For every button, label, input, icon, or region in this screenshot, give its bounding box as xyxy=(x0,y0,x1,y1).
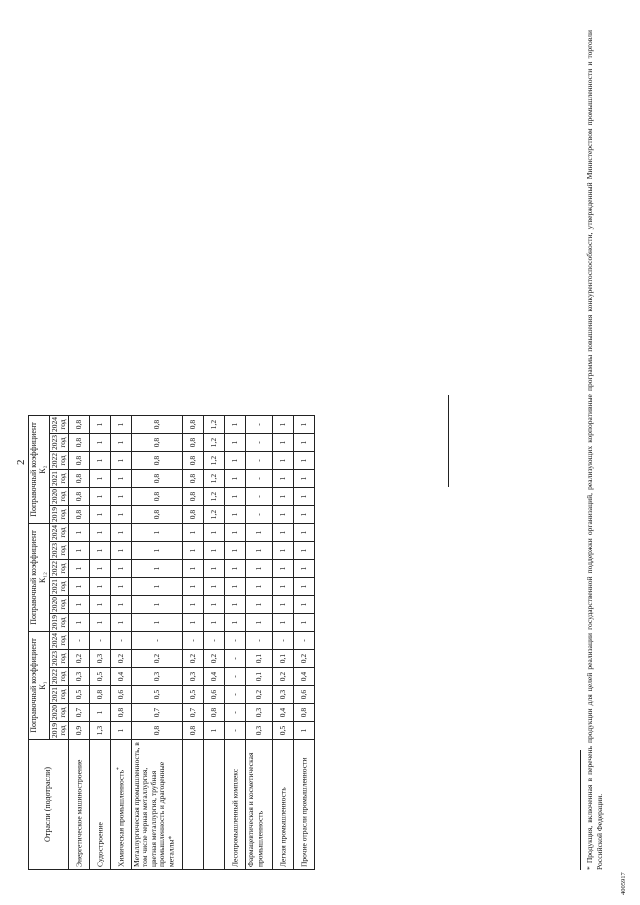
coefficient-cell: 1 xyxy=(183,524,204,542)
coefficient-cell: 1 xyxy=(111,542,132,560)
year-header xyxy=(49,578,69,596)
coefficient-cell: 1 xyxy=(183,578,204,596)
coefficient-cell: 1 xyxy=(225,470,246,488)
year-header xyxy=(49,542,69,560)
coefficient-cell: 1 xyxy=(111,434,132,452)
coefficient-cell: 1 xyxy=(273,578,294,596)
sector-name xyxy=(132,740,183,870)
coefficient-cell: 1 xyxy=(225,416,246,434)
coefficient-cell: 0,8 xyxy=(69,470,90,488)
year-header xyxy=(49,452,69,470)
coefficient-cell: 1 xyxy=(132,524,183,542)
year-value: 2024 xyxy=(49,417,59,432)
coefficient-cell: 1 xyxy=(225,596,246,614)
coefficient-cell: 0,5 xyxy=(273,722,294,740)
coefficient-cell: 1,2 xyxy=(204,416,225,434)
year-value: 2019 xyxy=(49,615,59,630)
coefficient-cell: - xyxy=(225,686,246,704)
year-header xyxy=(49,722,69,740)
coefficient-cell: 0,9 xyxy=(69,722,90,740)
year-suffix: год xyxy=(57,635,67,646)
coefficient-cell: 1 xyxy=(273,470,294,488)
year-header xyxy=(49,650,69,668)
coefficient-cell: 1 xyxy=(204,596,225,614)
coefficient-cell: 1 xyxy=(273,416,294,434)
sector-label: Химическая промышленность xyxy=(116,770,126,867)
sector-name xyxy=(246,740,273,870)
year-header xyxy=(49,686,69,704)
coefficient-cell: 1 xyxy=(90,524,111,542)
coefficient-cell: 0,5 xyxy=(132,686,183,704)
sector-label: Легкая промышленность xyxy=(278,787,288,867)
coefficient-cell: - xyxy=(183,632,204,650)
coefficient-cell: 0,8 xyxy=(69,488,90,506)
year-header xyxy=(49,434,69,452)
coefficient-cell: 0,8 xyxy=(183,506,204,524)
footnote-separator xyxy=(580,750,581,870)
sector-label: Прочие отрасли промышленности xyxy=(299,757,309,867)
year-suffix: год xyxy=(57,689,67,700)
coefficient-cell: 1 xyxy=(111,416,132,434)
coefficient-cell: 1 xyxy=(90,704,111,722)
coefficient-cell: - xyxy=(246,632,273,650)
coefficient-cell: 0,5 xyxy=(69,686,90,704)
coefficient-cell: 1 xyxy=(273,560,294,578)
coefficient-cell: 1 xyxy=(294,506,315,524)
coefficient-cell: 1 xyxy=(294,578,315,596)
coefficient-cell: - xyxy=(132,632,183,650)
coefficient-cell: 1 xyxy=(294,470,315,488)
coefficient-cell: 1 xyxy=(69,614,90,632)
coefficient-cell: 1 xyxy=(111,578,132,596)
year-value: 2019 xyxy=(49,723,59,738)
coefficient-cell: 0,3 xyxy=(246,722,273,740)
table-row xyxy=(132,416,183,870)
coefficient-cell: 1,2 xyxy=(204,470,225,488)
coefficient-cell: 0,7 xyxy=(132,704,183,722)
coefficient-cell: 1 xyxy=(132,560,183,578)
coefficient-cell: 1 xyxy=(90,542,111,560)
coefficient-cell: 1 xyxy=(183,596,204,614)
coefficient-cell: 0,8 xyxy=(132,488,183,506)
sector-column-header: Отрасли (подотрасли) xyxy=(29,740,69,870)
coefficient-cell: 1 xyxy=(246,542,273,560)
table-row xyxy=(69,416,90,870)
coefficient-cell: 0,8 xyxy=(183,416,204,434)
coefficient-cell: 1 xyxy=(90,452,111,470)
year-suffix: год xyxy=(57,599,67,610)
sector-label: Металлургическая промышленность, в том числе черная металлургия, цветная металлургия, трубная промышленность и драгоценные металлы* xyxy=(132,742,176,867)
coefficient-cell: 1 xyxy=(294,560,315,578)
coefficient-cell: 1 xyxy=(90,578,111,596)
separator-line xyxy=(448,395,449,487)
coefficient-cell: - xyxy=(246,506,273,524)
year-suffix: год xyxy=(57,545,67,556)
table-row xyxy=(225,416,246,870)
coefficient-cell: 1 xyxy=(225,560,246,578)
table-row xyxy=(111,416,132,870)
table-body xyxy=(69,416,315,870)
coefficient-cell: 1 xyxy=(294,434,315,452)
coefficient-cell: 1 xyxy=(183,560,204,578)
coefficient-cell: 1 xyxy=(225,578,246,596)
year-header xyxy=(49,560,69,578)
sector-name xyxy=(90,740,111,870)
year-value: 2023 xyxy=(49,543,59,558)
coefficient-cell: 1 xyxy=(69,578,90,596)
coefficient-cell: 0,3 xyxy=(246,704,273,722)
coefficient-cell: 1 xyxy=(90,614,111,632)
coefficient-cell: 1 xyxy=(246,560,273,578)
coefficient-cell: 0,7 xyxy=(183,704,204,722)
coefficient-cell: 0,3 xyxy=(132,668,183,686)
year-header xyxy=(49,506,69,524)
year-suffix: год xyxy=(57,563,67,574)
group-header-k2: Поправочный коэффициент К₂ xyxy=(29,416,50,524)
year-header xyxy=(49,470,69,488)
year-suffix: год xyxy=(57,671,67,682)
year-value: 2020 xyxy=(49,597,59,612)
year-suffix: год xyxy=(57,707,67,718)
year-suffix: год xyxy=(57,725,67,736)
year-value: 2021 xyxy=(49,579,59,594)
group-header-k1: Поправочный коэффициент К₁ xyxy=(29,632,50,740)
coefficient-cell: 1 xyxy=(294,542,315,560)
coefficient-cell: 0,8 xyxy=(183,470,204,488)
coefficient-cell: - xyxy=(225,704,246,722)
coefficient-cell: 0,2 xyxy=(111,650,132,668)
coefficient-cell: 1 xyxy=(225,542,246,560)
coefficient-cell: 1 xyxy=(111,506,132,524)
coefficient-cell: 0,4 xyxy=(294,668,315,686)
sector-name xyxy=(204,740,225,870)
table-row xyxy=(294,416,315,870)
coefficients-table xyxy=(28,415,315,870)
coefficient-cell: 1 xyxy=(273,542,294,560)
coefficient-cell: 1 xyxy=(132,614,183,632)
coefficient-cell: 1 xyxy=(90,470,111,488)
year-value: 2020 xyxy=(49,489,59,504)
coefficient-cell: 1 xyxy=(273,488,294,506)
coefficient-cell: - xyxy=(246,434,273,452)
table-row xyxy=(90,416,111,870)
coefficient-cell: 0,1 xyxy=(246,668,273,686)
coefficient-cell: 0,8 xyxy=(132,506,183,524)
footnote-marker: * xyxy=(116,767,123,771)
coefficient-cell: 1 xyxy=(69,560,90,578)
coefficient-cell: - xyxy=(246,416,273,434)
coefficient-cell: 0,8 xyxy=(69,452,90,470)
year-header xyxy=(49,668,69,686)
coefficient-cell: 0,6 xyxy=(294,686,315,704)
table-row xyxy=(246,416,273,870)
coefficient-cell: - xyxy=(90,632,111,650)
year-value: 2023 xyxy=(49,651,59,666)
coefficient-cell: 1 xyxy=(225,524,246,542)
sector-name xyxy=(294,740,315,870)
coefficient-cell: 1 xyxy=(294,524,315,542)
coefficient-cell: 1 xyxy=(294,452,315,470)
coefficient-cell: 0,2 xyxy=(273,668,294,686)
coefficient-cell: 1 xyxy=(111,524,132,542)
coefficient-cell: 1 xyxy=(111,560,132,578)
coefficient-cell: 1,2 xyxy=(204,506,225,524)
coefficient-cell: 1 xyxy=(273,434,294,452)
coefficient-cell: 0,3 xyxy=(90,650,111,668)
coefficient-cell: 0,8 xyxy=(69,416,90,434)
coefficient-cell: 0,3 xyxy=(183,668,204,686)
coefficient-cell: 1 xyxy=(294,722,315,740)
coefficient-cell: 1 xyxy=(273,506,294,524)
coefficient-cell: 0,2 xyxy=(294,650,315,668)
year-suffix: год xyxy=(57,581,67,592)
year-value: 2022 xyxy=(49,561,59,576)
coefficient-cell: 0,8 xyxy=(183,722,204,740)
coefficient-cell: 1 xyxy=(69,524,90,542)
year-header xyxy=(49,632,69,650)
coefficient-cell: 1 xyxy=(69,596,90,614)
coefficient-cell: - xyxy=(273,632,294,650)
coefficient-cell: 1 xyxy=(183,614,204,632)
year-value: 2024 xyxy=(49,525,59,540)
sector-name xyxy=(183,740,204,870)
coefficient-cell: 1 xyxy=(111,470,132,488)
year-suffix: год xyxy=(57,509,67,520)
coefficient-cell: 0,8 xyxy=(90,686,111,704)
page-number: 2 xyxy=(15,459,27,465)
coefficient-cell: 1 xyxy=(204,578,225,596)
coefficient-cell: 1 xyxy=(111,452,132,470)
coefficient-cell: 1 xyxy=(111,614,132,632)
sector-label: Фармацевтическая и косметическая промышленность xyxy=(246,752,265,867)
year-suffix: год xyxy=(57,419,67,430)
coefficient-cell: 1 xyxy=(204,722,225,740)
coefficient-cell: 0,8 xyxy=(132,722,183,740)
year-header xyxy=(49,416,69,434)
year-suffix: год xyxy=(57,455,67,466)
coefficient-cell: 0,4 xyxy=(204,668,225,686)
coefficient-cell: 1 xyxy=(225,614,246,632)
coefficient-cell: 1 xyxy=(69,542,90,560)
coefficient-cell: 0,2 xyxy=(69,650,90,668)
coefficient-cell: 1 xyxy=(246,614,273,632)
coefficient-cell: 1 xyxy=(90,434,111,452)
coefficient-cell: - xyxy=(225,668,246,686)
coefficient-cell: 1 xyxy=(273,596,294,614)
coefficient-cell: 1,2 xyxy=(204,452,225,470)
table-row xyxy=(273,416,294,870)
coefficient-cell: 0,2 xyxy=(183,650,204,668)
coefficient-cell: 1 xyxy=(225,452,246,470)
coefficient-cell: 1 xyxy=(90,416,111,434)
year-value: 2022 xyxy=(49,453,59,468)
coefficient-cell: 0,8 xyxy=(132,416,183,434)
coefficient-cell: 0,6 xyxy=(111,686,132,704)
year-value: 2021 xyxy=(49,687,59,702)
coefficient-cell: 0,6 xyxy=(204,686,225,704)
sector-name xyxy=(69,740,90,870)
coefficient-cell: 0,5 xyxy=(90,668,111,686)
coefficient-cell: 1 xyxy=(273,452,294,470)
coefficient-cell: 1 xyxy=(246,578,273,596)
coefficient-cell: 0,8 xyxy=(204,704,225,722)
coefficient-cell: 1 xyxy=(111,722,132,740)
coefficient-cell: 1 xyxy=(273,614,294,632)
coefficient-cell: 1 xyxy=(90,560,111,578)
year-suffix: год xyxy=(57,617,67,628)
coefficient-cell: 0,8 xyxy=(132,452,183,470)
coefficient-cell: 1 xyxy=(204,524,225,542)
year-suffix: год xyxy=(57,437,67,448)
sector-name xyxy=(225,740,246,870)
coefficient-cell: 1 xyxy=(294,416,315,434)
coefficient-cell: 1 xyxy=(204,560,225,578)
year-header xyxy=(49,614,69,632)
year-value: 2022 xyxy=(49,669,59,684)
coefficient-cell: 1 xyxy=(294,614,315,632)
year-header xyxy=(49,596,69,614)
coefficient-cell: 0,8 xyxy=(183,434,204,452)
coefficient-cell: 1 xyxy=(204,614,225,632)
coefficient-cell: 0,3 xyxy=(273,686,294,704)
year-value: 2021 xyxy=(49,471,59,486)
coefficient-cell: 1 xyxy=(132,596,183,614)
year-value: 2020 xyxy=(49,705,59,720)
coefficient-cell: 1,2 xyxy=(204,488,225,506)
coefficient-cell: 1 xyxy=(225,488,246,506)
sector-label: Судостроение xyxy=(95,822,105,867)
coefficient-cell: 1 xyxy=(246,596,273,614)
coefficient-cell: - xyxy=(246,488,273,506)
coefficient-cell: - xyxy=(246,452,273,470)
coefficient-cell: - xyxy=(69,632,90,650)
coefficient-cell: 1 xyxy=(183,542,204,560)
coefficient-cell: 1 xyxy=(90,596,111,614)
footnote: * Продукция, включенная в перечень продукции для целей реализации государственной поддержки организаций, реализующих корпоративные программы повышения конкурентоспособности, утвержденный Министерством промышленности и торговли Российской Федерации. xyxy=(585,30,605,870)
coefficient-cell: 1,2 xyxy=(204,434,225,452)
coefficient-cell: 1,3 xyxy=(90,722,111,740)
coefficient-cell: 1 xyxy=(273,524,294,542)
coefficient-cell: 0,2 xyxy=(132,650,183,668)
coefficient-cell: 1 xyxy=(225,506,246,524)
coefficient-cell: 0,8 xyxy=(132,470,183,488)
sector-label: Энергетическое машиностроение xyxy=(74,759,84,867)
year-header xyxy=(49,488,69,506)
year-value: 2024 xyxy=(49,633,59,648)
coefficient-cell: 0,8 xyxy=(294,704,315,722)
coefficient-cell: 1 xyxy=(204,542,225,560)
coefficient-cell: - xyxy=(225,650,246,668)
coefficient-cell: - xyxy=(111,632,132,650)
group-header-k12: Поправочный коэффициент К₁₂ xyxy=(29,524,50,632)
year-suffix: год xyxy=(57,653,67,664)
document-id: 4005917 xyxy=(620,872,627,895)
coefficient-cell: 0,8 xyxy=(132,434,183,452)
coefficient-cell: 1 xyxy=(90,488,111,506)
coefficient-cell: 0,4 xyxy=(111,668,132,686)
coefficient-cell: 1 xyxy=(90,506,111,524)
coefficient-cell: - xyxy=(225,722,246,740)
coefficient-cell: 0,5 xyxy=(183,686,204,704)
sector-name xyxy=(273,740,294,870)
coefficient-cell: - xyxy=(246,470,273,488)
coefficient-cell: 0,4 xyxy=(273,704,294,722)
coefficient-cell: 1 xyxy=(294,596,315,614)
coefficient-cell: 1 xyxy=(225,434,246,452)
coefficient-cell: 0,3 xyxy=(69,668,90,686)
coefficient-cell: 1 xyxy=(111,488,132,506)
year-header xyxy=(49,704,69,722)
coefficient-cell: 0,2 xyxy=(204,650,225,668)
coefficient-cell: 0,1 xyxy=(273,650,294,668)
coefficient-cell: 1 xyxy=(132,578,183,596)
coefficient-cell: 1 xyxy=(294,488,315,506)
year-header xyxy=(49,524,69,542)
sector-label: Лесопромышленный комплекс xyxy=(230,768,240,867)
table-row xyxy=(204,416,225,870)
coefficient-cell: 1 xyxy=(111,596,132,614)
coefficient-cell: 0,8 xyxy=(183,488,204,506)
year-value: 2019 xyxy=(49,507,59,522)
coefficient-cell: 1 xyxy=(246,524,273,542)
year-suffix: год xyxy=(57,473,67,484)
year-value: 2023 xyxy=(49,435,59,450)
coefficient-cell: 0,8 xyxy=(183,452,204,470)
coefficient-cell: 0,7 xyxy=(69,704,90,722)
coefficient-cell: - xyxy=(294,632,315,650)
coefficient-cell: 1 xyxy=(132,542,183,560)
coefficient-cell: 0,2 xyxy=(246,686,273,704)
coefficient-cell: - xyxy=(204,632,225,650)
coefficient-cell: - xyxy=(225,632,246,650)
coefficient-cell: 0,8 xyxy=(69,506,90,524)
coefficient-cell: 0,8 xyxy=(69,434,90,452)
coefficient-cell: 0,1 xyxy=(246,650,273,668)
coefficient-cell: 0,8 xyxy=(111,704,132,722)
table-row xyxy=(183,416,204,870)
year-suffix: год xyxy=(57,527,67,538)
year-suffix: год xyxy=(57,491,67,502)
sector-name xyxy=(111,740,132,870)
